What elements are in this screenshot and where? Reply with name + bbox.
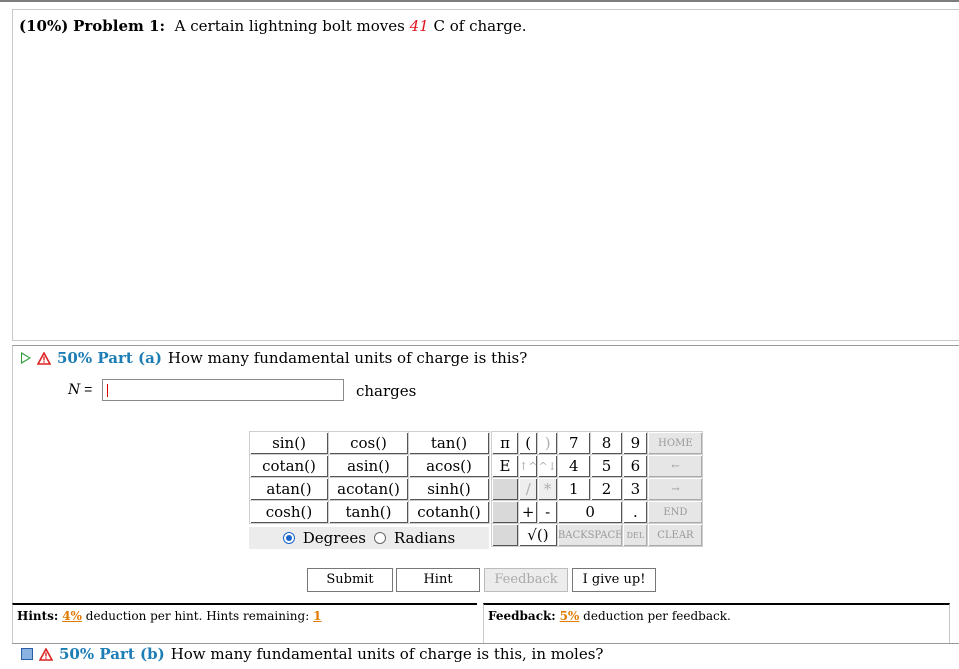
key-4[interactable]: 4 bbox=[557, 455, 590, 478]
hints-text: deduction per hint. Hints remaining: bbox=[85, 609, 310, 623]
key-blank-3 bbox=[492, 524, 519, 547]
radians-radio[interactable] bbox=[374, 532, 386, 544]
problem-label: Problem 1: bbox=[73, 17, 166, 35]
key-del[interactable]: DEL bbox=[623, 524, 648, 547]
answer-unit: charges bbox=[356, 382, 417, 400]
text-caret bbox=[107, 384, 108, 397]
radians-label[interactable]: Radians bbox=[393, 529, 456, 547]
fn-cotanh-button[interactable]: cotanh() bbox=[409, 501, 490, 524]
charge-value: 41 bbox=[409, 17, 429, 35]
problem-weight: (10%) bbox=[19, 17, 69, 35]
key-dot[interactable]: . bbox=[623, 501, 648, 524]
hints-bar bbox=[12, 603, 477, 643]
answer-equals: = bbox=[84, 381, 93, 397]
part-b-question: How many fundamental units of charge is this, in moles? bbox=[170, 645, 604, 663]
key-backspace[interactable]: BACKSPACE bbox=[557, 524, 623, 547]
key-9[interactable]: 9 bbox=[623, 432, 648, 455]
give-up-button[interactable]: I give up! bbox=[572, 568, 656, 592]
key-exp-down[interactable]: ^↓ bbox=[538, 455, 557, 478]
part-b-percent: 50% Part (b) bbox=[59, 645, 165, 663]
problem-box bbox=[12, 10, 959, 341]
part-a-header bbox=[21, 349, 527, 367]
key-left-arrow[interactable]: ← bbox=[648, 455, 703, 478]
fn-sin-button[interactable]: sin() bbox=[250, 432, 329, 455]
number-keypad bbox=[491, 431, 703, 547]
key-1[interactable]: 1 bbox=[557, 478, 590, 501]
part-b-divider bbox=[12, 643, 959, 644]
key-3[interactable]: 3 bbox=[623, 478, 648, 501]
fn-cotan-button[interactable]: cotan() bbox=[250, 455, 329, 478]
top-rule bbox=[0, 0, 959, 2]
problem-text-before: A certain lightning bolt moves bbox=[174, 17, 405, 35]
submit-button[interactable]: Submit bbox=[307, 568, 393, 592]
key-blank bbox=[492, 478, 519, 501]
key-pi[interactable]: π bbox=[492, 432, 519, 455]
fn-tanh-button[interactable]: tanh() bbox=[329, 501, 409, 524]
feedback-button[interactable]: Feedback bbox=[484, 568, 568, 592]
key-multiply[interactable]: * bbox=[538, 478, 557, 501]
key-right-arrow[interactable]: → bbox=[648, 478, 703, 501]
fn-cosh-button[interactable]: cosh() bbox=[250, 501, 329, 524]
warning-icon bbox=[39, 648, 53, 661]
problem-text-after: C of charge. bbox=[433, 17, 527, 35]
fn-atan-button[interactable]: atan() bbox=[250, 478, 329, 501]
hints-deduction: 4% bbox=[62, 609, 82, 623]
key-plus[interactable]: + bbox=[519, 501, 538, 524]
key-blank-2 bbox=[492, 501, 519, 524]
play-icon[interactable] bbox=[21, 352, 31, 364]
key-exp-up[interactable]: ↑^ bbox=[519, 455, 538, 478]
problem-statement bbox=[19, 17, 527, 35]
function-keypad bbox=[249, 431, 490, 524]
answer-var: N bbox=[68, 382, 81, 398]
part-a-question: How many fundamental units of charge is this? bbox=[167, 349, 528, 367]
key-e[interactable]: E bbox=[492, 455, 519, 478]
angle-mode-selector bbox=[249, 527, 489, 549]
key-0[interactable]: 0 bbox=[557, 501, 623, 524]
key-divide[interactable]: / bbox=[519, 478, 538, 501]
key-5[interactable]: 5 bbox=[590, 455, 623, 478]
key-open-paren[interactable]: ( bbox=[519, 432, 538, 455]
fn-cos-button[interactable]: cos() bbox=[329, 432, 409, 455]
fn-acos-button[interactable]: acos() bbox=[409, 455, 490, 478]
fn-sinh-button[interactable]: sinh() bbox=[409, 478, 490, 501]
key-sqrt[interactable]: √() bbox=[519, 524, 558, 547]
key-minus[interactable]: - bbox=[538, 501, 557, 524]
key-8[interactable]: 8 bbox=[590, 432, 623, 455]
key-6[interactable]: 6 bbox=[623, 455, 648, 478]
feedback-text: deduction per feedback. bbox=[583, 609, 731, 623]
hints-label: Hints: bbox=[17, 609, 59, 623]
key-clear[interactable]: CLEAR bbox=[648, 524, 703, 547]
answer-label bbox=[68, 381, 92, 398]
part-b-header bbox=[21, 645, 603, 663]
hints-remaining: 1 bbox=[313, 609, 322, 623]
feedback-deduction: 5% bbox=[559, 609, 580, 623]
collapsed-box-icon[interactable] bbox=[21, 648, 33, 660]
key-home[interactable]: HOME bbox=[648, 432, 703, 455]
feedback-bar bbox=[483, 603, 950, 643]
degrees-label[interactable]: Degrees bbox=[302, 529, 366, 547]
key-2[interactable]: 2 bbox=[590, 478, 623, 501]
feedback-label: Feedback: bbox=[488, 609, 556, 623]
fn-asin-button[interactable]: asin() bbox=[329, 455, 409, 478]
answer-input[interactable] bbox=[102, 379, 344, 401]
key-end[interactable]: END bbox=[648, 501, 703, 524]
key-close-paren[interactable]: ) bbox=[538, 432, 557, 455]
part-a-percent: 50% Part (a) bbox=[57, 349, 162, 367]
degrees-radio[interactable] bbox=[283, 532, 295, 544]
key-7[interactable]: 7 bbox=[557, 432, 590, 455]
hint-button[interactable]: Hint bbox=[396, 568, 480, 592]
warning-icon bbox=[37, 352, 51, 365]
fn-tan-button[interactable]: tan() bbox=[409, 432, 490, 455]
fn-acotan-button[interactable]: acotan() bbox=[329, 478, 409, 501]
